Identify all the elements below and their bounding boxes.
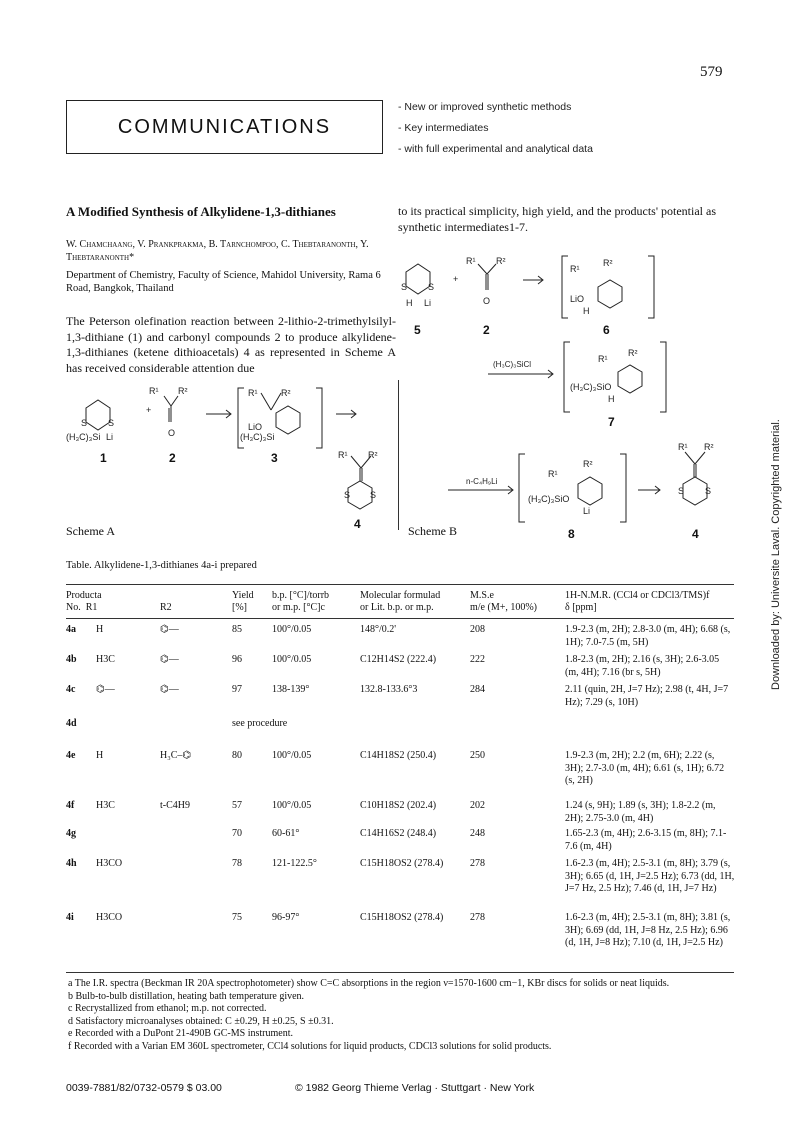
col-header-nmr: 1H-N.M.R. (CCl4 or CDCl3/TMS)f δ [ppm] bbox=[565, 590, 710, 613]
table-cell-bp: 100°/0.05 bbox=[272, 800, 312, 811]
article-title: A Modified Synthesis of Alkylidene-1,3-dithianes bbox=[66, 204, 336, 219]
scheme-a-label: Scheme A bbox=[66, 524, 115, 538]
table-cell-r2: H₃C–⌬ bbox=[160, 750, 192, 761]
table-cell-nmr: 1.8-2.3 (m, 2H); 2.16 (s, 3H); 2.6-3.05 (m, 4H); 7.16 (br s, 5H) bbox=[565, 654, 720, 678]
table-rule-top bbox=[66, 584, 734, 585]
svg-text:R²: R² bbox=[178, 386, 188, 396]
table-cell-r1: ⌬— bbox=[96, 684, 115, 695]
table-cell-bp: 100°/0.05 bbox=[272, 654, 312, 665]
svg-text:R¹: R¹ bbox=[548, 469, 558, 479]
table-cell-r1: H bbox=[96, 750, 104, 761]
svg-text:LiO: LiO bbox=[248, 422, 263, 432]
table-cell-r1: H bbox=[96, 624, 104, 635]
table-cell-yield: 97 bbox=[232, 684, 242, 695]
table-cell-no: 4f bbox=[66, 800, 75, 811]
page-number: 579 bbox=[700, 64, 723, 80]
compound-number: 2 bbox=[483, 323, 490, 337]
svg-text:S: S bbox=[428, 282, 435, 292]
svg-text:O: O bbox=[483, 296, 491, 306]
svg-text:Li: Li bbox=[583, 506, 591, 516]
table-cell-no: 4a bbox=[66, 624, 76, 635]
table-cell-yield: 80 bbox=[232, 750, 242, 761]
table-cell-nmr: 1.9-2.3 (m, 2H); 2.8-3.0 (m, 4H); 6.68 (s, 1H); 7.0-7.5 (m, 5H) bbox=[565, 624, 731, 648]
col-header-bp: b.p. [°C]/torrb or m.p. [°C]c bbox=[272, 590, 330, 613]
svg-text:S: S bbox=[678, 486, 685, 496]
table-cell-r2: ⌬— bbox=[160, 684, 179, 695]
svg-text:(H₃C)₃Si: (H₃C)₃Si bbox=[66, 432, 101, 442]
scheme-b-diagram bbox=[398, 252, 733, 542]
svg-text:R¹: R¹ bbox=[149, 386, 159, 396]
table-title: Table. Alkylidene-1,3-dithianes 4a-i prepared bbox=[66, 560, 257, 571]
table-cell-r2: ⌬— bbox=[160, 624, 179, 635]
footnote: a The I.R. spectra (Beckman IR 20A spectrophotometer) show C=C absorptions in the region ν=1570-1600 cm−1, KBr discs for solids or neat liquids. bbox=[68, 978, 670, 989]
table-cell-nmr: 1.9-2.3 (m, 2H); 2.2 (m, 6H); 2.22 (s, 3H); 2.7-3.0 (m, 4H); 6.61 (s, 1H); 6.72 (s, 2H) bbox=[565, 750, 725, 786]
table-cell-bp: 96-97° bbox=[272, 912, 300, 923]
table-cell-ms: 248 bbox=[470, 828, 485, 839]
bullet-item: - Key intermediates bbox=[398, 122, 489, 134]
svg-text:R²: R² bbox=[603, 258, 613, 268]
table-cell-bp: 138-139° bbox=[272, 684, 310, 695]
table-rule-header bbox=[66, 618, 734, 619]
svg-text:+: + bbox=[453, 274, 459, 284]
footnote: b Bulb-to-bulb distillation, heating bath temperature given. bbox=[68, 990, 305, 1002]
table-cell-bp: 60-61° bbox=[272, 828, 300, 839]
article-abstract: The Peterson olefination reaction between 2-lithio-2-trimethylsilyl-1,3-dithiane (1) and carbonyl compounds 2 to produce alkylidene-1,3-dithianes (ketene dithioacetals) 4 as represented in Scheme A has received considerable attention due bbox=[66, 314, 396, 375]
col-header-formula: Molecular formulad or Lit. b.p. or m.p. bbox=[360, 590, 441, 613]
table-cell-ms: 222 bbox=[470, 654, 485, 665]
table-cell-ms: 202 bbox=[470, 800, 485, 811]
download-sidebar: Downloaded by: Universite Laval. Copyrighted material. bbox=[770, 419, 782, 690]
compound-number: 2 bbox=[169, 451, 176, 465]
table-cell-yield: 70 bbox=[232, 828, 242, 839]
compound-number: 1 bbox=[100, 451, 107, 465]
compound-number: 7 bbox=[608, 415, 615, 429]
table-cell-bp: 100°/0.05 bbox=[272, 624, 312, 635]
scheme-b-label: Scheme B bbox=[408, 524, 457, 538]
footnote: d Satisfactory microanalyses obtained: C ±0.29, H ±0.25, S ±0.31. bbox=[68, 1015, 334, 1027]
table-cell-no: 4i bbox=[66, 912, 74, 923]
table-cell-r2: ⌬— bbox=[160, 654, 179, 665]
dithiane-ring-4b bbox=[683, 477, 707, 505]
table-cell-ms: 250 bbox=[470, 750, 485, 761]
svg-text:R²: R² bbox=[583, 459, 593, 469]
col-header-yield: Yield [%] bbox=[232, 590, 254, 613]
publisher-line: © 1982 Georg Thieme Verlag · Stuttgart · New York bbox=[295, 1082, 535, 1094]
svg-text:R¹: R¹ bbox=[570, 264, 580, 274]
footnote: c Recrystallized from ethanol; m.p. not corrected. bbox=[68, 1003, 267, 1014]
svg-text:R²: R² bbox=[704, 442, 714, 452]
footnote: e Recorded with a DuPont 21-490B GC-MS instrument. bbox=[68, 1028, 293, 1039]
table-cell-bp: 100°/0.05 bbox=[272, 750, 312, 761]
table-cell-bp: 121-122.5° bbox=[272, 858, 317, 869]
svg-text:R²: R² bbox=[281, 388, 291, 398]
article-right-intro: to its practical simplicity, high yield, and the products' potential as synthetic intermediates1-7. bbox=[398, 204, 716, 234]
svg-text:Li: Li bbox=[424, 298, 432, 308]
table-footnotes bbox=[66, 978, 734, 1053]
section-title: COMMUNICATIONS bbox=[117, 116, 332, 138]
table-cell-formula: 148°/0.2' bbox=[360, 624, 397, 635]
table-cell-r1: H3C bbox=[96, 800, 115, 811]
dithiane-ring-4 bbox=[348, 481, 372, 509]
svg-text:R²: R² bbox=[368, 450, 378, 460]
section-bullets bbox=[398, 97, 593, 160]
table-cell-formula: C14H16S2 (248.4) bbox=[360, 828, 437, 839]
svg-text:R²: R² bbox=[496, 256, 506, 266]
svg-text:(H₃C)₃SiCl: (H₃C)₃SiCl bbox=[493, 360, 532, 369]
table-cell-nmr: 2.11 (quin, 2H, J=7 Hz); 2.98 (t, 4H, J=7 Hz); 7.29 (s, 10H) bbox=[565, 684, 729, 708]
table-cell-no: 4g bbox=[66, 828, 76, 839]
table-cell-r1: H3C bbox=[96, 654, 115, 665]
footnote: f Recorded with a Varian EM 360L spectrometer, CCl4 solutions for liquid products, CDCl3 solutions for solid products. bbox=[68, 1040, 552, 1052]
svg-text:R²: R² bbox=[628, 348, 638, 358]
compound-number: 4 bbox=[692, 527, 699, 541]
svg-text:Li: Li bbox=[106, 432, 114, 442]
svg-text:+: + bbox=[146, 405, 152, 415]
svg-text:n-C₄H₉Li: n-C₄H₉Li bbox=[466, 477, 498, 486]
svg-text:(H₃C)₃Si: (H₃C)₃Si bbox=[240, 432, 275, 442]
compound-number: 5 bbox=[414, 323, 421, 337]
compound-number: 8 bbox=[568, 527, 575, 541]
svg-text:LiO: LiO bbox=[570, 294, 585, 304]
scheme-a-diagram bbox=[66, 378, 396, 548]
table-cell-r1: H3CO bbox=[96, 858, 123, 869]
table-cell-no: 4b bbox=[66, 654, 77, 665]
compound-number: 4 bbox=[354, 517, 361, 531]
svg-text:R¹: R¹ bbox=[598, 354, 608, 364]
table-cell-nmr: 1.6-2.3 (m, 4H); 2.5-3.1 (m, 8H); 3.79 (s, 3H); 6.65 (d, 1H, J=2.5 Hz); 6.73 (dd, 1H, J=7 Hz, 2.5 Hz); 7.46 (d, 1H, J=7 Hz) bbox=[565, 858, 735, 894]
compound-number: 6 bbox=[603, 323, 610, 337]
table-cell-yield: 96 bbox=[232, 654, 242, 665]
bullet-item: - with full experimental and analytical data bbox=[398, 143, 593, 155]
svg-text:R¹: R¹ bbox=[678, 442, 688, 452]
table-cell-ms: 208 bbox=[470, 624, 485, 635]
article-affiliation: Department of Chemistry, Faculty of Science, Mahidol University, Rama 6 Road, Bangkok, Thailand bbox=[66, 270, 381, 294]
table-cell-formula: 132.8-133.6°3 bbox=[360, 684, 418, 695]
table-cell-no: 4e bbox=[66, 750, 76, 761]
col-header-r2: R2 bbox=[160, 602, 172, 613]
table-cell-no: 4c bbox=[66, 684, 76, 695]
table-cell-formula: C15H18OS2 (278.4) bbox=[360, 858, 444, 869]
table-cell-formula: C10H18S2 (202.4) bbox=[360, 800, 437, 811]
table-cell-ms: 278 bbox=[470, 912, 485, 923]
svg-text:R¹: R¹ bbox=[338, 450, 348, 460]
table-cell-r2: t-C4H9 bbox=[160, 800, 190, 811]
table-rule-bottom bbox=[66, 972, 734, 973]
table-cell-nmr: 1.24 (s, 9H); 1.89 (s, 3H); 1.8-2.2 (m, 2H); 2.75-3.0 (m, 4H) bbox=[565, 800, 716, 824]
table-cell-yield: 78 bbox=[232, 858, 242, 869]
dithiane-ring-5 bbox=[406, 264, 430, 294]
table-cell-nmr: 1.65-2.3 (m, 4H); 2.6-3.15 (m, 8H); 7.1-7.6 (m, 4H) bbox=[565, 828, 727, 852]
dithiane-ring-8 bbox=[578, 477, 602, 505]
svg-text:S: S bbox=[81, 418, 88, 428]
svg-text:R¹: R¹ bbox=[466, 256, 476, 266]
dithiane-ring-6 bbox=[598, 280, 622, 308]
article-authors: W. Chamchaang, V. Prankprakma, B. Tarnchompoo, C. Thebtaranonth, Y. Thebtaranonth* bbox=[66, 239, 369, 263]
dithiane-ring-1 bbox=[86, 400, 110, 430]
svg-text:H: H bbox=[406, 298, 413, 308]
svg-text:(H₃C)₃SiO: (H₃C)₃SiO bbox=[528, 494, 570, 504]
table-cell-formula: C12H14S2 (222.4) bbox=[360, 654, 437, 665]
svg-text:(H₃C)₃SiO: (H₃C)₃SiO bbox=[570, 382, 612, 392]
svg-text:S: S bbox=[705, 486, 712, 496]
table-cell-yield: 85 bbox=[232, 624, 242, 635]
svg-text:S: S bbox=[401, 282, 408, 292]
svg-text:H: H bbox=[608, 394, 615, 404]
table-cell-formula: C14H18S2 (250.4) bbox=[360, 750, 437, 761]
section-header-box bbox=[66, 100, 383, 154]
table-cell-ms: 278 bbox=[470, 858, 485, 869]
table-cell-yield: 75 bbox=[232, 912, 242, 923]
dithiane-ring-3 bbox=[276, 406, 300, 434]
table-cell-yield: 57 bbox=[232, 800, 242, 811]
svg-text:R¹: R¹ bbox=[248, 388, 258, 398]
svg-text:O: O bbox=[168, 428, 176, 438]
svg-text:S: S bbox=[344, 490, 351, 500]
col-header-ms: M.S.e m/e (M+, 100%) bbox=[470, 590, 538, 613]
bullet-item: - New or improved synthetic methods bbox=[398, 101, 572, 113]
table-cell-yield: see procedure bbox=[232, 718, 288, 729]
compound-number: 3 bbox=[271, 451, 278, 465]
col-header-product: Producta No. R1 bbox=[66, 590, 102, 613]
table-cell-r1: H3CO bbox=[96, 912, 123, 923]
svg-text:H: H bbox=[583, 306, 590, 316]
table-cell-no: 4d bbox=[66, 718, 77, 729]
dithiane-ring-7 bbox=[618, 365, 642, 393]
svg-text:S: S bbox=[108, 418, 115, 428]
table-cell-nmr: 1.6-2.3 (m, 4H); 2.5-3.1 (m, 8H); 3.81 (s, 3H); 6.69 (dd, 1H, J=8 Hz, 2.5 Hz); 6.96 (d, 1H, J=8 Hz); 7.10 (d, 1H, J=2.5 Hz) bbox=[565, 912, 731, 948]
table-cell-no: 4h bbox=[66, 858, 77, 869]
svg-text:S: S bbox=[370, 490, 377, 500]
table-cell-formula: C15H18OS2 (278.4) bbox=[360, 912, 444, 923]
table-cell-ms: 284 bbox=[470, 684, 485, 695]
issn-line: 0039-7881/82/0732-0579 $ 03.00 bbox=[66, 1082, 222, 1094]
